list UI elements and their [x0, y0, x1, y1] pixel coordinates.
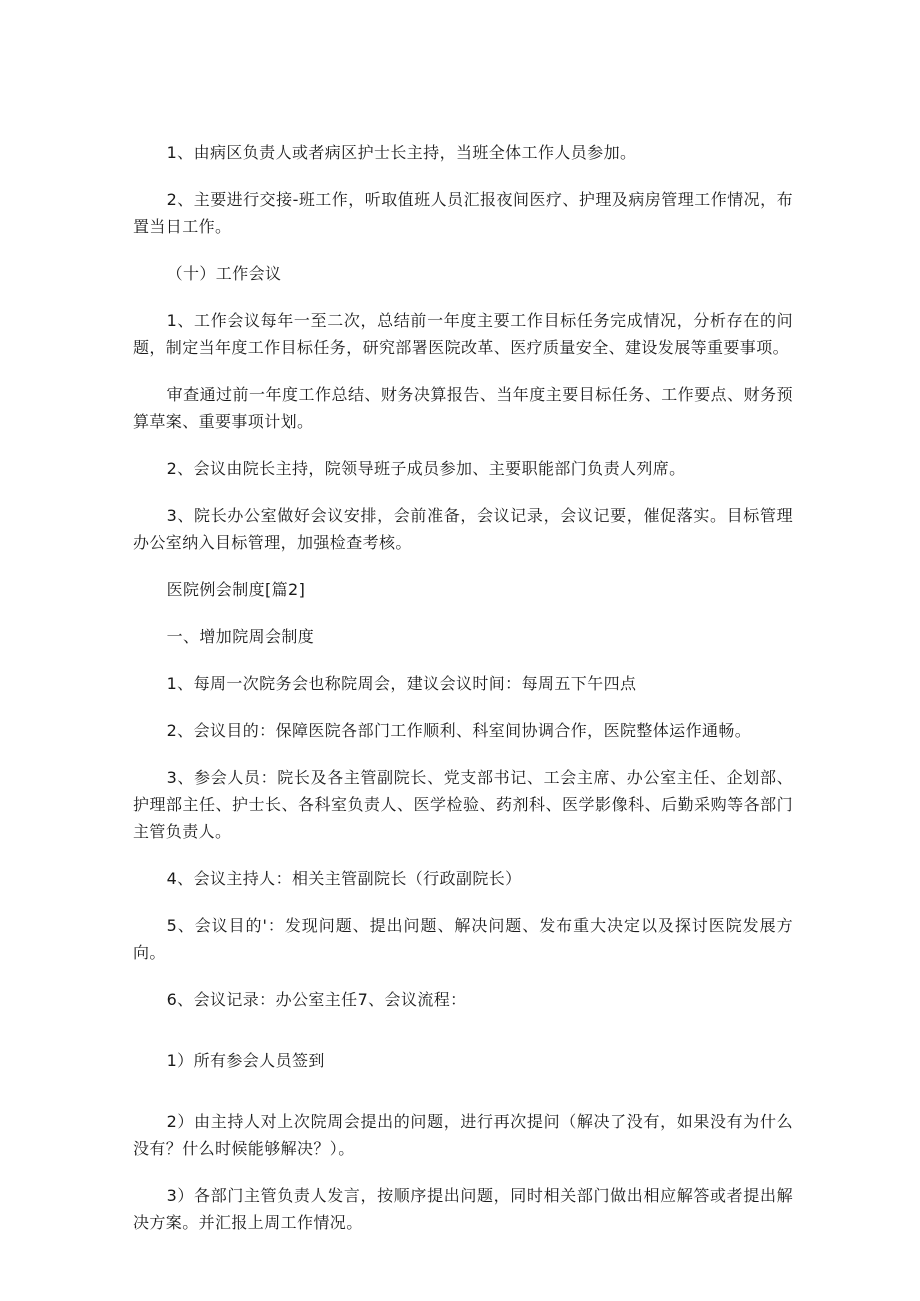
paragraph-procedure-signin: 1）所有参会人员签到 [166, 1051, 325, 1070]
article-title-part2: 医院例会制度[篇2] [166, 580, 306, 599]
paragraph-weekly-meeting-time: 1、每周一次院务会也称院周会，建议会议时间：每周五下午四点 [166, 674, 637, 693]
paragraph-work-meeting-review: 审查通过前一年度工作总结、财务决算报告、当年度主要目标任务、工作要点、财务预算草案、重要事项计划。 [133, 385, 793, 431]
paragraph-procedure-followup: 2）由主持人对上次院周会提出的问题，进行再次提问（解决了没有，如果没有为什么没有？什么时候能够解决？）。 [133, 1112, 793, 1158]
paragraph-work-meeting-office: 3、院长办公室做好会议安排，会前准备，会议记录，会议记要，催促落实。目标管理办公室纳入目标管理，加强检查考核。 [133, 506, 793, 552]
paragraph-procedure-reports: 3）各部门主管负责人发言，按顺序提出问题，同时相关部门做出相应解答或者提出解决方案。并汇报上周工作情况。 [133, 1186, 793, 1232]
paragraph-work-meeting-frequency: 1、工作会议每年一至二次，总结前一年度主要工作目标任务完成情况，分析存在的问题，制定当年度工作目标任务，研究部署医院改革、医疗质量安全、建设发展等重要事项。 [133, 311, 793, 357]
paragraph-weekly-meeting-attendees: 3、参会人员：院长及各主管副院长、党支部书记、工会主席、办公室主任、企划部、护理部主任、护士长、各科室负责人、医学检验、药剂科、医学影像科、后勤采购等各部门主管负责人。 [133, 768, 793, 841]
paragraph-weekly-meeting-record: 6、会议记录：办公室主任7、会议流程： [166, 990, 467, 1009]
section-heading-weekly-meeting: 一、增加院周会制度 [166, 627, 315, 646]
paragraph-work-meeting-host: 2、会议由院长主持，院领导班子成员参加、主要职能部门负责人列席。 [166, 459, 686, 478]
document-page [133, 139, 793, 1256]
paragraph-weekly-meeting-purpose: 2、会议目的：保障医院各部门工作顺利、科室间协调合作，医院整体运作通畅。 [166, 721, 752, 740]
paragraph-weekly-meeting-host: 4、会议主持人：相关主管副院长（行政副院长） [166, 869, 522, 888]
paragraph-shift-handover: 2、主要进行交接-班工作，听取值班人员汇报夜间医疗、护理及病房管理工作情况，布置当日工作。 [133, 190, 793, 236]
section-heading-work-meeting: （十）工作会议 [166, 264, 282, 283]
paragraph-weekly-meeting-goal: 5、会议目的'：发现问题、提出问题、解决问题、发布重大决定以及探讨医院发展方向。 [133, 916, 793, 962]
paragraph-shift-host: 1、由病区负责人或者病区护士长主持，当班全体工作人员参加。 [166, 143, 637, 162]
